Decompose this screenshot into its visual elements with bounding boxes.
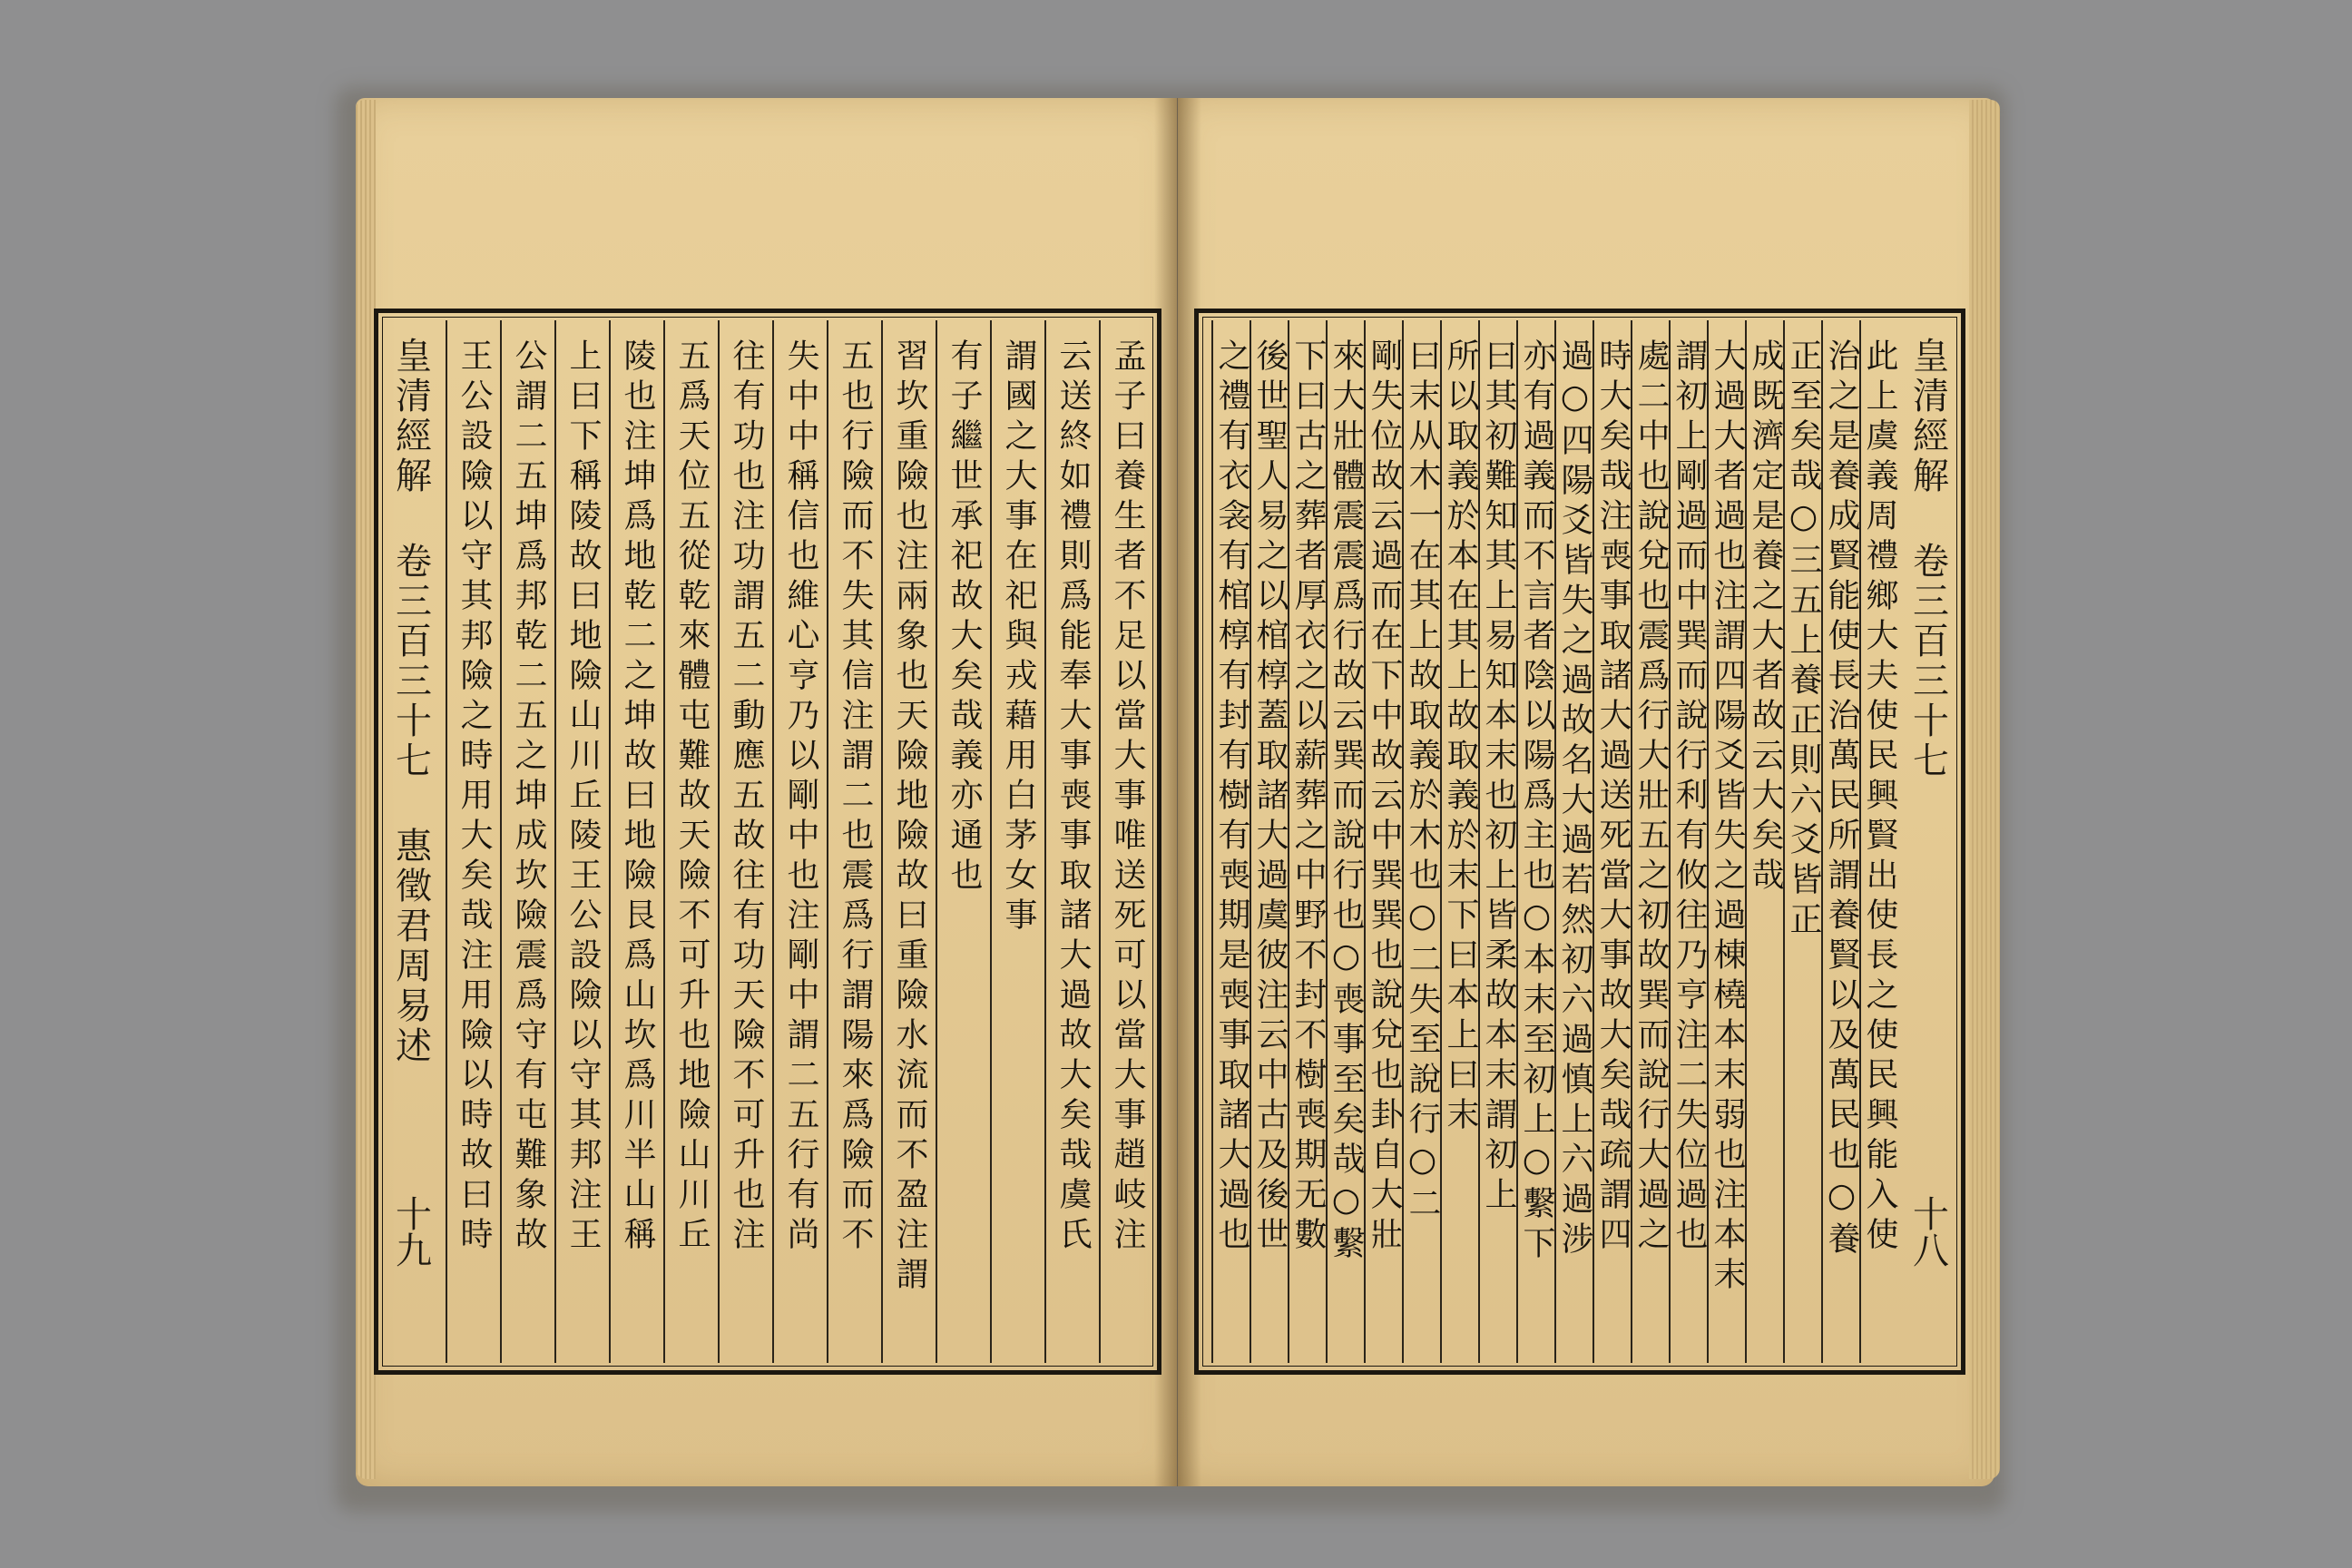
right-page-column (1288, 320, 1326, 1363)
right-page-column (1707, 320, 1745, 1363)
column-text: 剛失位故云過而在下中故云中巽巽也說兌也卦自大壯 (1366, 338, 1403, 1257)
right-page-column (1592, 320, 1631, 1363)
left-banxin-title: 皇清經解 卷三百三十七 惠徵君周易述 (389, 337, 432, 1066)
column-text: 大過大者過也注謂四陽爻皆失之過棟橈本末弱也注本末 (1709, 338, 1746, 1297)
right-page-column (1364, 320, 1402, 1363)
left-page-column (881, 320, 936, 1363)
column-text: 正至矣哉○三五上養正則六爻皆正 (1785, 338, 1822, 942)
column-text: 上曰下稱陵故曰地險山川丘陵王公設險以守其邦注王 (564, 338, 602, 1257)
column-text: 成既濟定是養之大者故云大矣哉 (1747, 338, 1784, 897)
left-page-column (1044, 320, 1099, 1363)
column-text: 所以取義於本在其上故取義於末下曰本上曰末 (1442, 338, 1479, 1137)
left-page-column (554, 320, 609, 1363)
right-page-column (1669, 320, 1707, 1363)
left-text-frame (374, 309, 1161, 1375)
left-page-edges (356, 100, 376, 1479)
column-text: 陵也注坤爲地乾二之坤故曰地險艮爲山坎爲川半山稱 (619, 338, 656, 1257)
column-text: 之禮有衣衾有棺椁有封有樹有喪期是喪事取諸大過也 (1213, 338, 1250, 1257)
right-page-column (1859, 320, 1897, 1363)
right-text-frame (1194, 309, 1965, 1375)
column-text: 五也行險而不失其信注謂二也震爲行謂陽來爲險而不 (837, 338, 874, 1257)
right-page-column (1516, 320, 1554, 1363)
column-text: 處二中也說兌也震爲行大壯五之初故巽而說行大過之 (1632, 338, 1670, 1257)
column-text: 謂國之大事在祀與戎藉用白茅女事 (1000, 338, 1037, 937)
left-page-column (663, 320, 718, 1363)
right-page-number: 十八 (1906, 1195, 1949, 1268)
left-page-column (827, 320, 881, 1363)
right-page-column (1402, 320, 1440, 1363)
right-page-column (1211, 320, 1250, 1363)
column-text: 失中中稱信也維心亨乃以剛中也注剛中謂二五行有尚 (782, 338, 819, 1257)
left-page-column (609, 320, 663, 1363)
right-banxin-title: 皇清經解 卷三百三十七 (1906, 337, 1949, 781)
column-text: 習坎重險也注兩象也天險地險故曰重險水流而不盈注謂 (891, 338, 928, 1297)
left-page-column (1099, 320, 1153, 1363)
left-page-column (936, 320, 990, 1363)
column-text: 公謂二五坤爲邦乾二五之坤成坎險震爲守有屯難象故 (510, 338, 547, 1257)
right-page-column (1326, 320, 1364, 1363)
right-page-edges (1969, 100, 2000, 1479)
column-text: 治之是養成賢能使長治萬民所謂養賢以及萬民也○養 (1823, 338, 1860, 1261)
column-text: 云送終如禮則爲能奉大事喪事取諸大過故大矣哉虞氏 (1054, 338, 1092, 1257)
column-text: 時大矣哉注喪事取諸大過送死當大事故大矣哉疏謂四 (1594, 338, 1632, 1257)
column-text: 後世聖人易之以棺椁蓋取諸大過虞彼注云中古及後世 (1251, 338, 1289, 1257)
right-page-column (1478, 320, 1516, 1363)
right-page-column (1783, 320, 1821, 1363)
right-page-column (1250, 320, 1288, 1363)
column-text: 來大壯體震震爲行故云巽而說行也○喪事至矣哉○繫 (1328, 338, 1365, 1266)
right-page-column (1440, 320, 1478, 1363)
left-page-column (446, 320, 500, 1363)
left-page-column (772, 320, 827, 1363)
left-page-column (500, 320, 554, 1363)
column-text: 孟子曰養生者不足以當大事唯送死可以當大事趙岐注 (1109, 338, 1146, 1257)
column-text: 往有功也注功謂五二動應五故往有功天險不可升也注 (728, 338, 765, 1257)
right-page-column (1821, 320, 1859, 1363)
right-page-column (1745, 320, 1783, 1363)
column-text: 此上虞義周禮鄉大夫使民興賢出使長之使民興能入使 (1861, 338, 1898, 1257)
right-banxin (1892, 309, 1965, 1367)
column-text: 五爲天位五從乾來體屯難故天險不可升也地險山川丘 (673, 338, 710, 1257)
column-text: 謂初上剛過而中巽而說行利有攸往乃亨注二失位過也 (1671, 338, 1708, 1257)
column-text: 曰其初難知其上易知本末也初上皆柔故本末謂初上 (1480, 338, 1517, 1217)
left-banxin (375, 309, 447, 1367)
column-text: 曰末从木一在其上故取義於木也○二失至說行○二 (1404, 338, 1441, 1226)
column-text: 下曰古之葬者厚衣之以薪葬之中野不封不樹喪期无數 (1289, 338, 1327, 1257)
left-page-column (718, 320, 772, 1363)
right-page-column (1554, 320, 1592, 1363)
left-page-number: 十九 (389, 1195, 432, 1268)
column-text: 過○四陽爻皆失之過故名大過若然初六過慎上六過涉 (1556, 338, 1593, 1261)
left-page-column (990, 320, 1044, 1363)
column-text: 王公設險以守其邦險之時用大矣哉注用險以時故曰時 (456, 338, 493, 1257)
column-text: 亦有過義而不言者陰以陽爲主也○本末至初上○繫下 (1518, 338, 1555, 1266)
column-text: 有子繼世承祀故大矣哉義亦通也 (946, 338, 983, 897)
right-page-column (1631, 320, 1669, 1363)
